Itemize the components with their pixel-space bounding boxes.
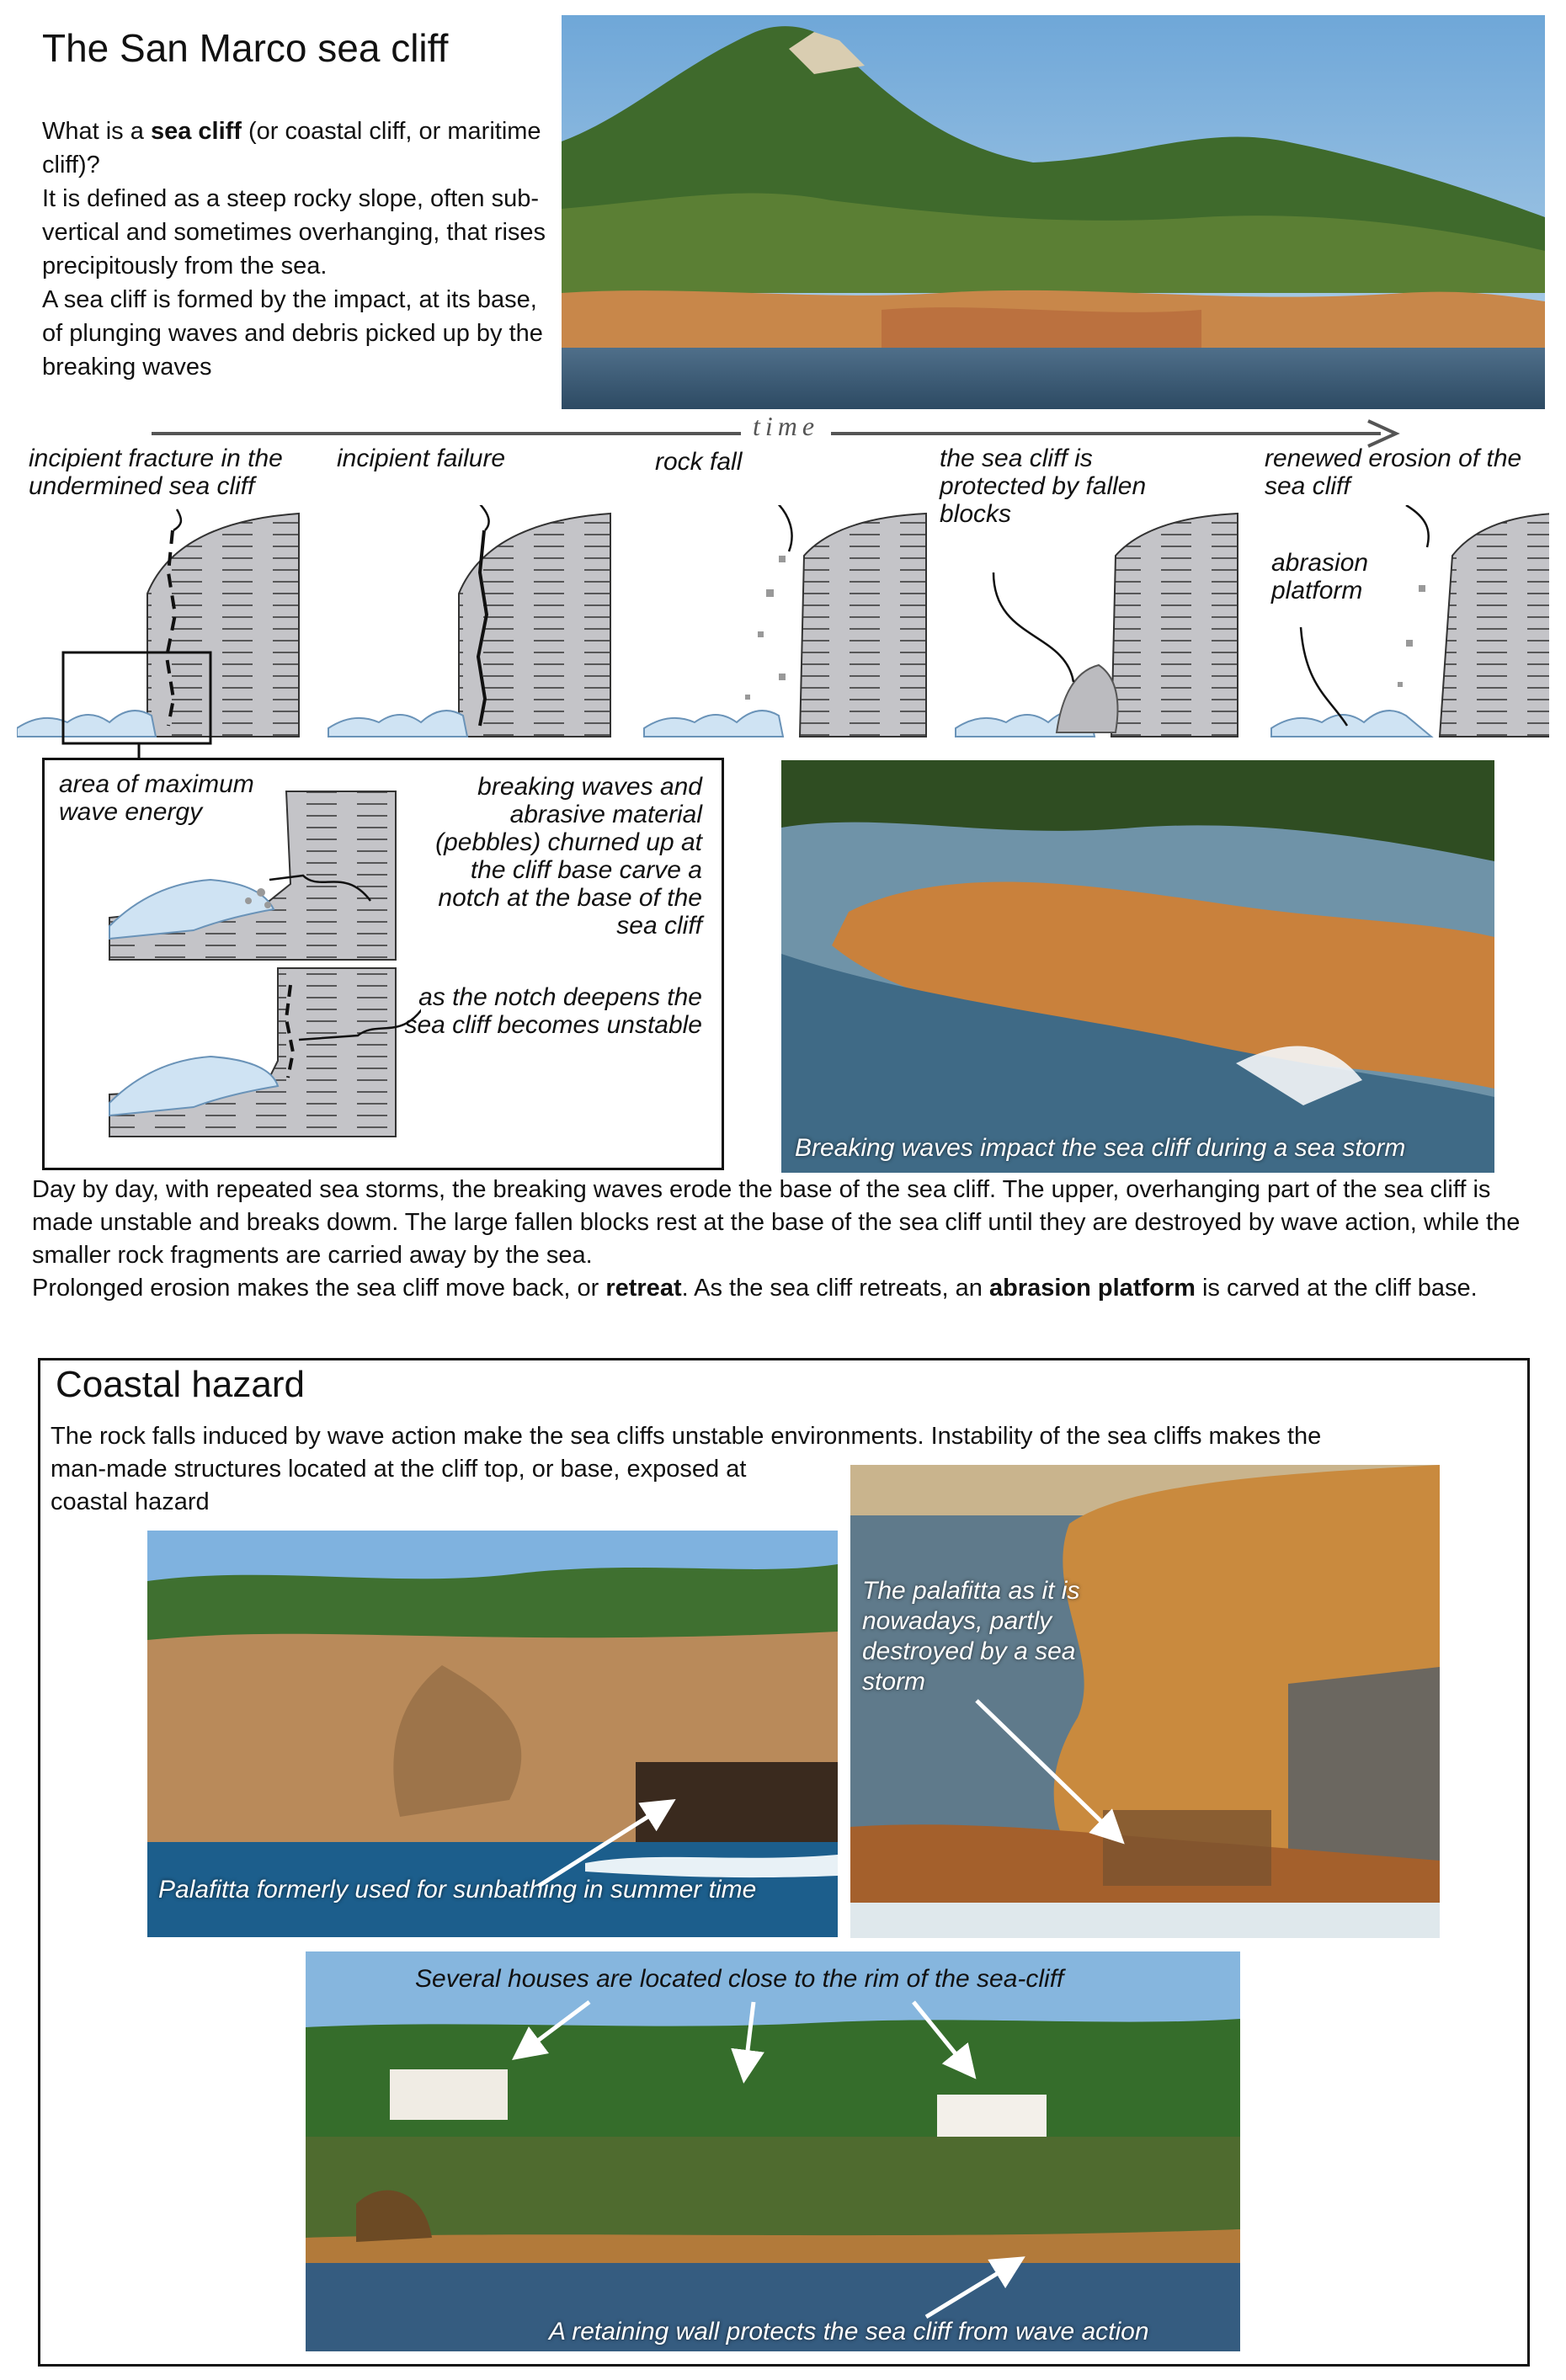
- explanation-p2-a: Prolonged erosion makes the sea cliff move back, or: [32, 1275, 606, 1302]
- stage-5-label: renewed erosion of the sea cliff: [1265, 445, 1522, 500]
- retaining-wall-caption: A retaining wall protects the sea cliff from wave action: [549, 2318, 1149, 2345]
- hazard-title: Coastal hazard: [56, 1364, 305, 1405]
- hazard-line-1: The rock falls induced by wave action make the sea cliffs unstable environments. Instability of the sea cliffs makes the: [51, 1423, 1322, 1450]
- intro-question-term: sea cliff: [150, 118, 242, 145]
- page-title: The San Marco sea cliff: [42, 26, 449, 70]
- stage-4-label: the sea cliff is protected by fallen blocks: [940, 445, 1147, 528]
- stage-1-label: incipient fracture in the undermined sea cliff: [29, 445, 283, 500]
- unstable-text: as the notch deepens the sea cliff becomes unstable: [404, 983, 702, 1039]
- intro-formation: A sea cliff is formed by the impact, at its base, of plunging waves and debris picked up by the breaking waves: [42, 286, 543, 381]
- stage-3-label: rock fall: [655, 448, 743, 476]
- explanation-paragraph-1: Day by day, with repeated sea storms, the breaking waves erode the base of the sea cliff. The upper, overhanging part of the sea cliff is made unstable and breaks dowm. The large fallen blocks rest at the base of the sea cliff until they are destroyed by wave action, while the smaller rock fragments are carried away by the sea.: [32, 1176, 1521, 1269]
- time-axis-label: time: [741, 411, 831, 442]
- storm-caption: Breaking waves impact the sea cliff during a sea storm: [795, 1134, 1406, 1162]
- hazard-line-2: man-made structures located at the cliff top, or base, exposed at coastal hazard: [51, 1456, 747, 1515]
- palafitta-caption: Palafitta formerly used for sunbathing in summer time: [158, 1876, 757, 1903]
- palafitta-now-caption: The palafitta as it is nowadays, partly destroyed by a sea storm: [862, 1577, 1080, 1696]
- abrasion-platform-label: abrasion platform: [1271, 549, 1369, 604]
- intro-question-start: What is a: [42, 118, 151, 145]
- explanation-p2-b: . As the sea cliff retreats, an: [681, 1275, 989, 1302]
- explanation-abrasion-platform: abrasion platform: [988, 1275, 1196, 1302]
- intro-definition: It is defined as a steep rocky slope, often sub-vertical and sometimes overhanging, that rises precipitously from the sea.: [42, 185, 546, 280]
- stage-2-label: incipient failure: [337, 445, 506, 472]
- intro-question-end: (or coastal cliff, or maritime cliff)?: [42, 118, 541, 178]
- max-energy-label: area of maximum wave energy: [59, 770, 254, 826]
- notch-text: breaking waves and abrasive material (pebbles) churned up at the cliff base carve a notch at the base of the sea cliff: [435, 773, 702, 940]
- explanation-retreat: retreat: [605, 1275, 682, 1302]
- explanation-p2-c: is carved at the cliff base.: [1195, 1275, 1478, 1302]
- houses-caption: Several houses are located close to the rim of the sea-cliff: [415, 1965, 1064, 1993]
